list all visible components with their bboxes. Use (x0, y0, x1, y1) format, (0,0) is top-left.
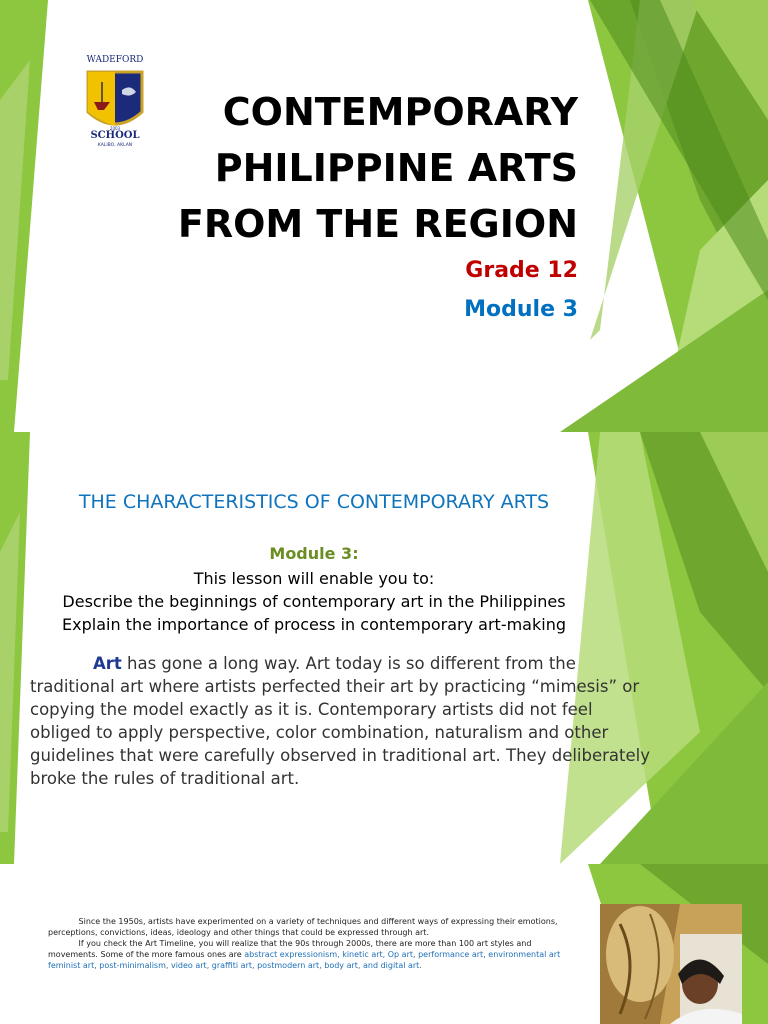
title-line-1: CONTEMPORARY (222, 90, 578, 134)
paragraph-1: Since the 1950s, artists have experimented on a variety of techniques and different ways of expressing their emotions, perceptions, convictions, ideas, ideology and other things that could be expressed through art. (48, 917, 558, 937)
body-paragraph (30, 652, 650, 790)
svg-text:WADEFORD: WADEFORD (86, 55, 144, 65)
title-slide (0, 0, 768, 432)
timeline-text (48, 916, 578, 971)
module-heading: Module 3: (269, 544, 359, 563)
paragraph-2: If you check the Art Timeline, you will realize that the 90s through 2000s, there are more than 100 art styles and movements. Some of the more famous ones are abstract expressionism, kinetic art, Op art, performance art, environmental art feminist art, post-minimalism, video art, graffiti art, postmodern art, body art, and digital art. (48, 939, 561, 970)
svg-text:KALIBO, AKLAN: KALIBO, AKLAN (97, 143, 133, 148)
svg-text:SCHOOL: SCHOOL (90, 130, 140, 141)
title-line-2: PHILIPPINE ARTS (214, 146, 578, 190)
art-styles-list: abstract expressionism, kinetic art, Op art, performance art, environmental art feminist art, post-minimalism, video art, graffiti art, postmodern art, body art, and digital art. (48, 950, 561, 970)
objective-2: Explain the importance of process in contemporary art-making (62, 615, 566, 634)
slide-title: THE CHARACTERISTICS OF CONTEMPORARY ARTS (78, 491, 550, 513)
lesson-objectives (40, 567, 588, 636)
body-text: has gone a long way. Art today is so different from the traditional art where artists perfected their art by practicing “mimesis” or copying the model exactly as it is. Contemporary artists did not feel obliged to apply perspective, color combination, naturalism and other guidelines that were carefully observed in traditional art. They deliberately broke the rules of traditional art. (30, 654, 650, 788)
title-line-3: FROM THE REGION (177, 202, 578, 246)
module-label: Module 3 (464, 297, 578, 322)
svg-text:2003: 2003 (109, 126, 121, 131)
characteristics-slide (0, 432, 768, 864)
objective-1: Describe the beginnings of contemporary art in the Philippines (62, 592, 566, 611)
art-keyword: Art (92, 654, 122, 673)
grade-label: Grade 12 (465, 258, 578, 283)
lesson-intro: This lesson will enable you to: (193, 569, 435, 588)
artist-photo (600, 904, 742, 1024)
slide-title (58, 84, 578, 252)
art-timeline-slide (0, 864, 768, 1024)
